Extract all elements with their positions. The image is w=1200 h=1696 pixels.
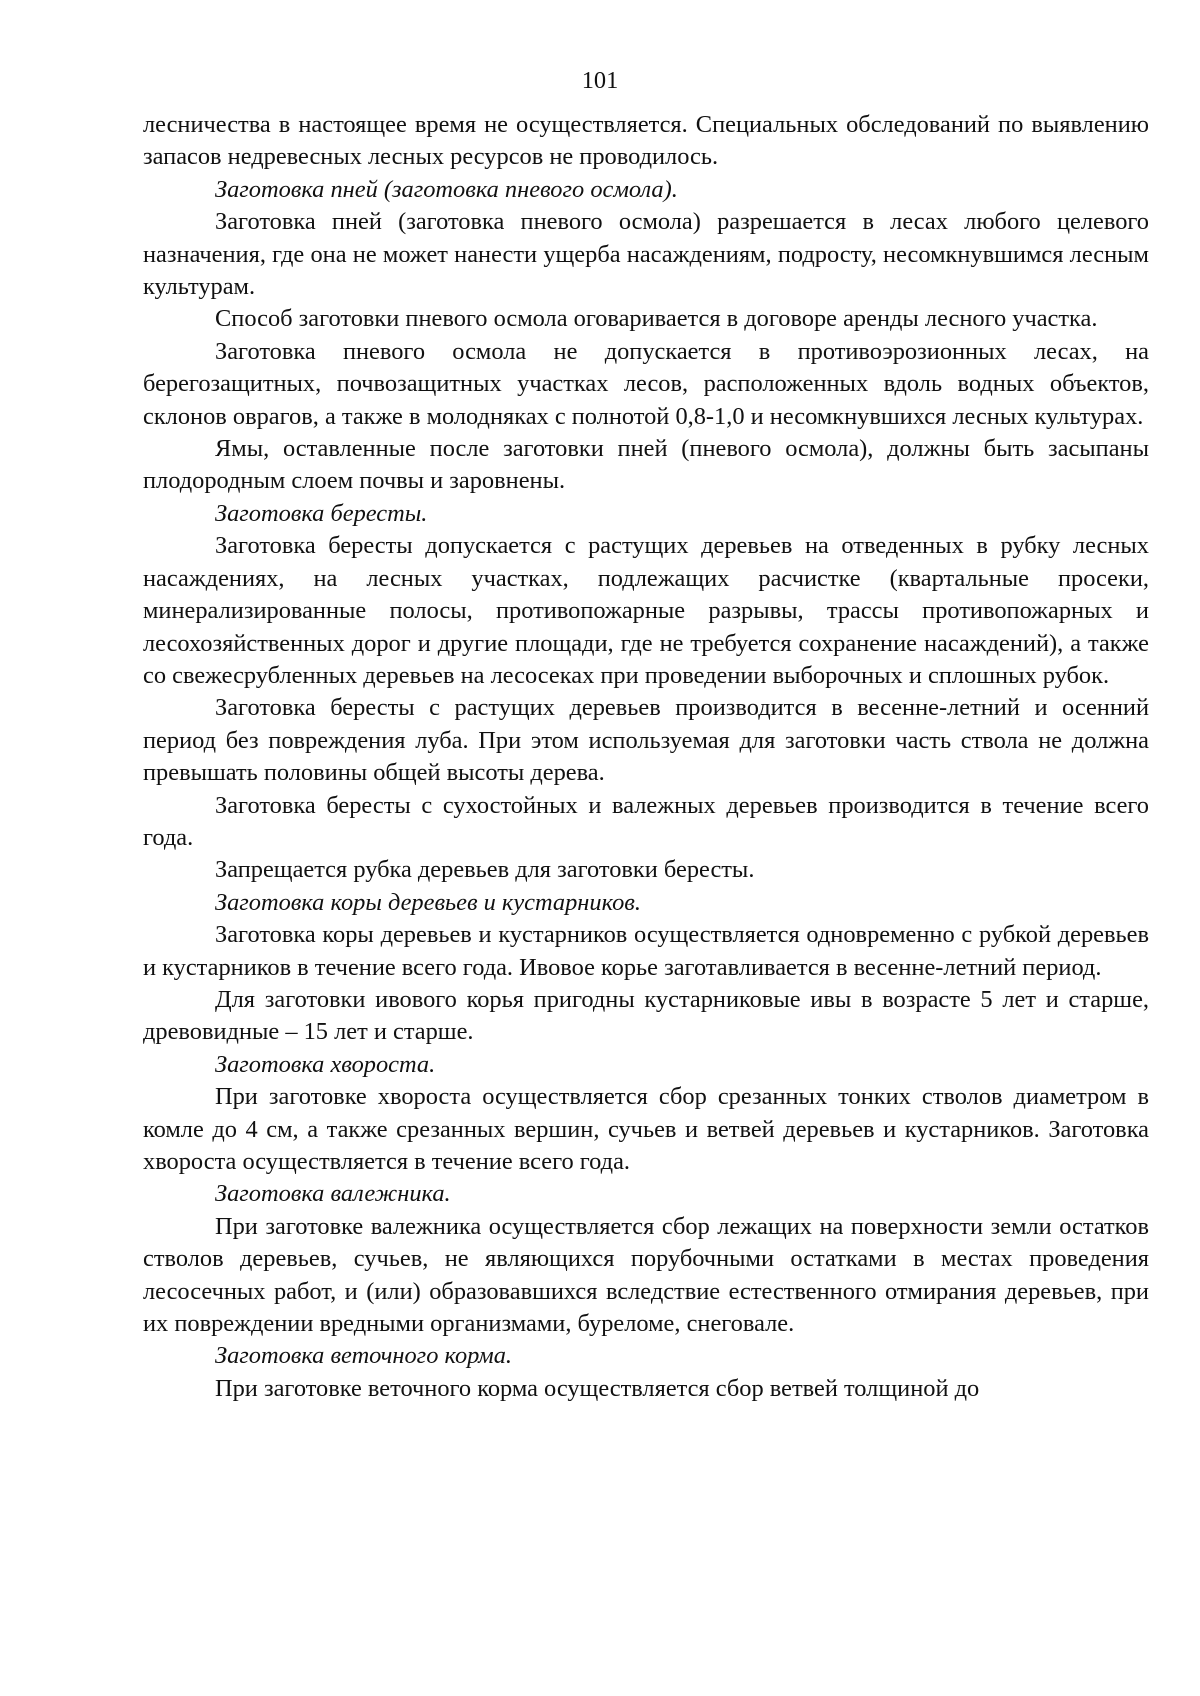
paragraph: Ямы, оставленные после заготовки пней (пневого осмола), должны быть засыпаны плодородным слоем почвы и заровнены. [143, 435, 1149, 495]
paragraph: Заготовка бересты с сухостойных и валежных деревьев производится в течение всего года. [143, 791, 1149, 851]
section-heading: Заготовка хвороста. [215, 1050, 436, 1078]
paragraph-continued: лесничества в настоящее время не осуществляется. Специальных обследований по выявлению запасов недревесных лесных ресурсов не проводилось. [143, 111, 1149, 171]
section-heading: Заготовка валежника. [215, 1180, 451, 1208]
paragraph: Заготовка бересты допускается с растущих деревьев на отведенных в рубку лесных насаждениях, на лесных участках, подлежащих расчистке (квартальные просеки, минерализированные полосы, противопожарные разрывы, трассы противопожарных и лесохозяйственных дорог и другие площади, где не требуется сохранение насаждений), а также со свежесрубленных деревьев на лесосеках при проведении выборочных и сплошных рубок. [143, 532, 1149, 689]
paragraph: При заготовке хвороста осуществляется сбор срезанных тонких стволов диаметром в комле до 4 см, а также срезанных вершин, сучьев и ветвей деревьев и кустарников. Заготовка хвороста осуществляется в течение всего года. [143, 1083, 1149, 1175]
section-heading: Заготовка бересты. [215, 499, 428, 527]
paragraph: При заготовке веточного корма осуществляется сбор ветвей толщиной до [215, 1374, 980, 1402]
section-heading: Заготовка коры деревьев и кустарников. [215, 888, 641, 916]
paragraph: Способ заготовки пневого осмола оговаривается в договоре аренды лесного участка. [215, 305, 1098, 333]
section-heading: Заготовка веточного корма. [215, 1342, 512, 1370]
section-heading: Заготовка пней (заготовка пневого осмола). [215, 175, 678, 203]
paragraph: Заготовка пневого осмола не допускается в противоэрозионных лесах, на берегозащитных, почвозащитных участках лесов, расположенных вдоль водных объектов, склонов оврагов, а также в молодняках с полнотой 0,8-1,0 и несомкнувшихся лесных культурах. [143, 337, 1149, 430]
paragraph: Запрещается рубка деревьев для заготовки бересты. [215, 856, 755, 884]
body-text [143, 109, 1149, 1405]
paragraph: При заготовке валежника осуществляется сбор лежащих на поверхности земли остатков стволов деревьев, сучьев, не являющихся порубочными остатками в местах проведения лесосечных работ, и (или) образовавшихся вследствие естественного отмирания деревьев, при их повреждении вредными организмами, буреломе, снеговале. [143, 1212, 1149, 1338]
paragraph: Заготовка коры деревьев и кустарников осуществляется одновременно с рубкой деревьев и кустарников в течение всего года. Ивовое корье заготавливается в весенне-летний период. [143, 921, 1149, 981]
page-number: 101 [581, 67, 619, 94]
paragraph: Заготовка пней (заготовка пневого осмола) разрешается в лесах любого целевого назначения, где она не может нанести ущерба насаждениям, подросту, несомкнувшимся лесным культурам. [143, 208, 1149, 301]
paragraph: Для заготовки ивового корья пригодны кустарниковые ивы в возрасте 5 лет и старше, древовидные – 15 лет и старше. [143, 985, 1149, 1046]
paragraph: Заготовка бересты с растущих деревьев производится в весенне-летний и осенний период без повреждения луба. При этом используемая для заготовки часть ствола не должна превышать половины общей высоты дерева. [143, 694, 1149, 787]
